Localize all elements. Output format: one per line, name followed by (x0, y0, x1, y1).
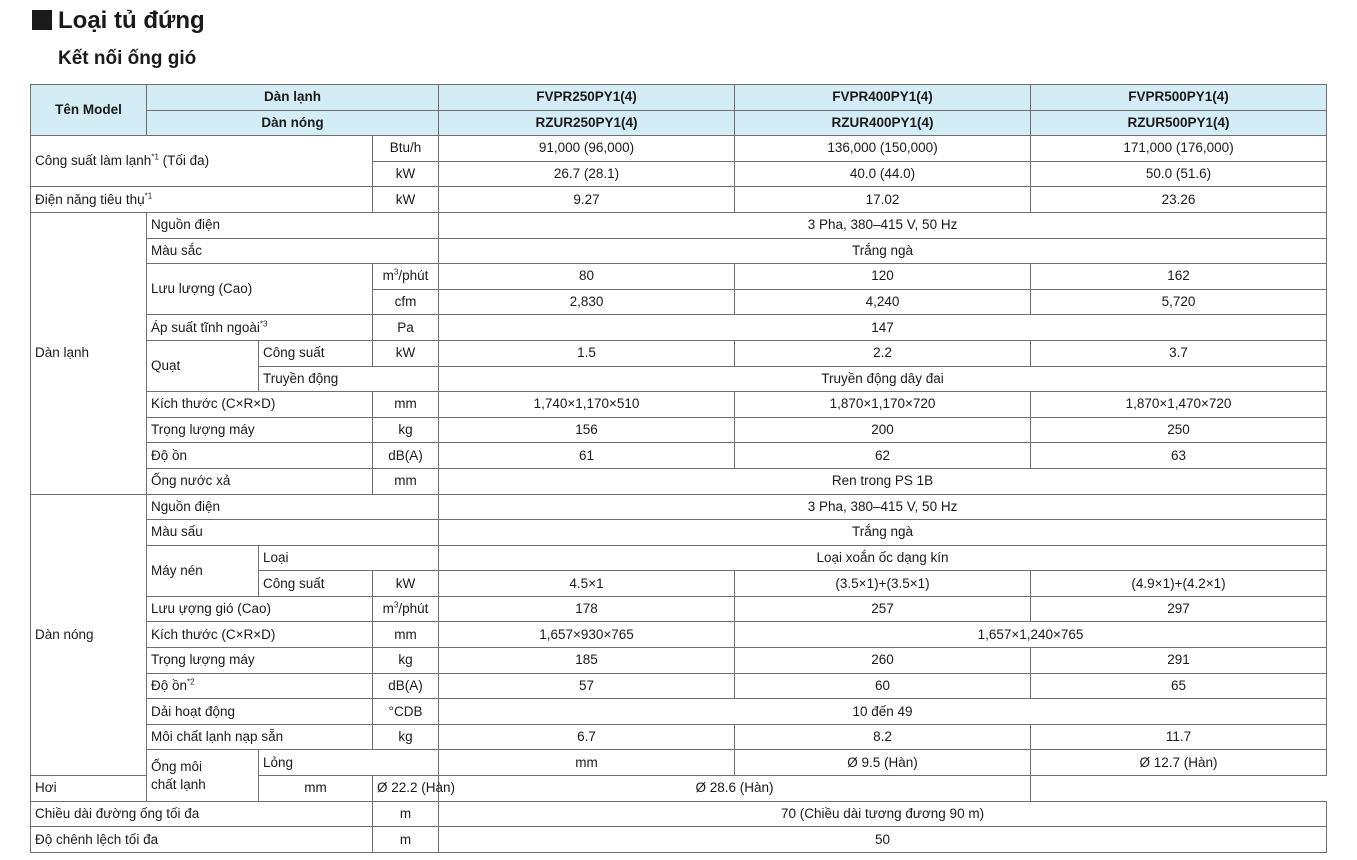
cooling-capacity-text: Công suất làm lạnh (35, 153, 152, 169)
value-cell: 136,000 (150,000) (735, 136, 1031, 162)
unit-cell: kg (373, 724, 439, 750)
value-cell: 65 (1031, 673, 1327, 699)
table-row (31, 596, 1327, 622)
row-label: Màu sấu (147, 520, 439, 546)
unit-cell (373, 596, 439, 622)
unit-cell (373, 264, 439, 290)
power-consumption-text: Điện năng tiêu thụ (35, 191, 145, 207)
table-row (31, 494, 1327, 520)
group-label-line: Ống môi (151, 758, 203, 774)
value-cell: 1,657×930×765 (439, 622, 735, 648)
header-model-name: Tên Model (31, 85, 147, 136)
row-label: Màu sắc (147, 238, 439, 264)
value-cell: Ø 22.2 (Hàn) (373, 776, 439, 802)
unit-sup: 3 (393, 267, 399, 277)
table-row (31, 724, 1327, 750)
value-cell: 171,000 (176,000) (1031, 136, 1327, 162)
header-row-indoor (31, 85, 1327, 111)
table-row (31, 443, 1327, 469)
value-cell: 57 (439, 673, 735, 699)
footnote-mark: *3 (259, 319, 268, 329)
value-cell: 5,720 (1031, 289, 1327, 315)
cooling-capacity-label (31, 136, 373, 187)
row-label: Hơi (31, 776, 259, 802)
value-cell: 260 (735, 648, 1031, 674)
value-cell: 156 (439, 417, 735, 443)
row-label: Nguồn điện (147, 212, 439, 238)
table-row (31, 187, 1327, 213)
unit-cell: m (373, 801, 439, 827)
unit-cell: mm (373, 622, 439, 648)
row-label-text: Áp suất tĩnh ngoài (151, 319, 260, 335)
value-cell: 1,740×1,170×510 (439, 392, 735, 418)
table-row (31, 750, 1327, 776)
value-cell: 40.0 (44.0) (735, 161, 1031, 187)
sub-row-label: Loại (259, 545, 439, 571)
power-consumption-label (31, 187, 373, 213)
header-outdoor-model-3: RZUR500PY1(4) (1031, 110, 1327, 136)
row-label: Trọng lượng máy (147, 417, 373, 443)
value-cell: 9.27 (439, 187, 735, 213)
value-cell: Loại xoắn ốc dạng kín (439, 545, 1327, 571)
value-cell: 17.02 (735, 187, 1031, 213)
row-label: Chiều dài đường ống tối đa (31, 801, 373, 827)
value-cell: 61 (439, 443, 735, 469)
unit-rest: /phút (398, 601, 429, 617)
value-cell: 3 Pha, 380–415 V, 50 Hz (439, 212, 1327, 238)
group-label-line: chất lạnh (151, 776, 206, 792)
value-cell: 91,000 (96,000) (439, 136, 735, 162)
row-label: Kích thước (C×R×D) (147, 392, 373, 418)
footnote-mark: *2 (187, 677, 195, 687)
unit-cell: kW (373, 187, 439, 213)
table-row (31, 520, 1327, 546)
table-row (31, 776, 1327, 802)
value-cell: 11.7 (1031, 724, 1327, 750)
header-outdoor-model-2: RZUR400PY1(4) (735, 110, 1031, 136)
header-indoor-label: Dàn lạnh (147, 85, 439, 111)
footnote-mark: *1 (151, 152, 159, 162)
row-label: Lưu ựợng gió (Cao) (147, 596, 373, 622)
unit-cell: m (373, 827, 439, 853)
table-row (31, 136, 1327, 162)
row-label: Nguồn điện (147, 494, 439, 520)
value-cell: 162 (1031, 264, 1327, 290)
unit-cell: kg (373, 417, 439, 443)
unit-base: m (382, 268, 394, 284)
value-cell: Trắng ngà (439, 520, 1327, 546)
value-cell: (4.9×1)+(4.2×1) (1031, 571, 1327, 597)
sub-row-label: Công suất (259, 571, 373, 597)
value-cell: 50 (439, 827, 1327, 853)
unit-sup: 3 (393, 600, 399, 610)
table-row (31, 392, 1327, 418)
header-indoor-model-3: FVPR500PY1(4) (1031, 85, 1327, 111)
value-cell: 200 (735, 417, 1031, 443)
value-cell: 297 (1031, 596, 1327, 622)
value-cell: 63 (1031, 443, 1327, 469)
table-row (31, 340, 1327, 366)
value-cell: 185 (439, 648, 735, 674)
indoor-group-label: Dàn lạnh (31, 212, 147, 494)
value-cell: 2.2 (735, 340, 1031, 366)
value-cell: 2,830 (439, 289, 735, 315)
header-outdoor-model-1: RZUR250PY1(4) (439, 110, 735, 136)
value-cell: 8.2 (735, 724, 1031, 750)
value-cell: 257 (735, 596, 1031, 622)
value-cell: 1,870×1,470×720 (1031, 392, 1327, 418)
row-label: Lưu lượng (Cao) (147, 264, 373, 315)
table-row (31, 417, 1327, 443)
value-cell: 80 (439, 264, 735, 290)
value-cell: Trắng ngà (439, 238, 1327, 264)
header-indoor-model-2: FVPR400PY1(4) (735, 85, 1031, 111)
square-bullet-icon (32, 10, 52, 30)
value-cell: 1,870×1,170×720 (735, 392, 1031, 418)
unit-cell: mm (259, 776, 373, 802)
unit-cell: kg (373, 648, 439, 674)
unit-cell: mm (373, 468, 439, 494)
value-cell: 1.5 (439, 340, 735, 366)
table-row (31, 699, 1327, 725)
unit-cell: Pa (373, 315, 439, 341)
value-cell: Ø 12.7 (Hàn) (1031, 750, 1327, 776)
table-row (31, 827, 1327, 853)
value-cell: 3 Pha, 380–415 V, 50 Hz (439, 494, 1327, 520)
unit-cell: Btu/h (373, 136, 439, 162)
table-row (31, 673, 1327, 699)
row-label: Ống nước xả (147, 468, 373, 494)
unit-cell: °CDB (373, 699, 439, 725)
header-row-outdoor (31, 110, 1327, 136)
unit-cell: mm (373, 392, 439, 418)
unit-rest: /phút (398, 268, 429, 284)
value-cell: 26.7 (28.1) (439, 161, 735, 187)
row-label (147, 673, 373, 699)
value-cell: 1,657×1,240×765 (735, 622, 1327, 648)
value-cell: Ø 28.6 (Hàn) (439, 776, 1031, 802)
row-label-text: Độ ồn (151, 677, 188, 693)
sub-row-label: Truyền động (259, 366, 439, 392)
unit-base: m (382, 601, 394, 617)
unit-cell: dB(A) (373, 673, 439, 699)
footnote-mark: *1 (144, 191, 153, 201)
table-row (31, 238, 1327, 264)
value-cell: 4,240 (735, 289, 1031, 315)
row-label: Lỏng (259, 750, 439, 776)
page-title-text: Loại tủ đứng (58, 7, 205, 34)
outdoor-group-label: Dàn nóng (31, 494, 147, 776)
row-label: Môi chất lạnh nạp sẵn (147, 724, 373, 750)
row-label: Độ chênh lệch tối đa (31, 827, 373, 853)
header-outdoor-label: Dàn nóng (147, 110, 439, 136)
value-cell: 10 đến 49 (439, 699, 1327, 725)
value-cell: Ø 9.5 (Hàn) (735, 750, 1031, 776)
value-cell: 62 (735, 443, 1031, 469)
table-row (31, 622, 1327, 648)
table-row (31, 648, 1327, 674)
cooling-capacity-suffix: (Tối đa) (158, 153, 210, 169)
value-cell: 70 (Chiều dài tương đương 90 m) (439, 801, 1327, 827)
table-row (31, 545, 1327, 571)
value-cell: 178 (439, 596, 735, 622)
page-subtitle: Kết nối ống gió (58, 48, 197, 69)
value-cell: Truyền động dây đai (439, 366, 1327, 392)
value-cell: 291 (1031, 648, 1327, 674)
spec-table (30, 84, 1327, 853)
row-label: Độ ồn (147, 443, 373, 469)
row-label: Trọng lượng máy (147, 648, 373, 674)
value-cell: (3.5×1)+(3.5×1) (735, 571, 1031, 597)
unit-cell: mm (439, 750, 735, 776)
value-cell: Ren trong PS 1B (439, 468, 1327, 494)
row-label: Dải hoạt động (147, 699, 373, 725)
unit-cell: kW (373, 340, 439, 366)
value-cell: 23.26 (1031, 187, 1327, 213)
sub-row-label: Công suất (259, 340, 373, 366)
value-cell: 60 (735, 673, 1031, 699)
value-cell: 147 (439, 315, 1327, 341)
row-label: Máy nén (147, 545, 259, 596)
value-cell: 4.5×1 (439, 571, 735, 597)
row-label (147, 315, 373, 341)
table-row (31, 212, 1327, 238)
unit-cell: cfm (373, 289, 439, 315)
table-row (31, 468, 1327, 494)
unit-cell: dB(A) (373, 443, 439, 469)
header-indoor-model-1: FVPR250PY1(4) (439, 85, 735, 111)
row-label: Kích thước (C×R×D) (147, 622, 373, 648)
value-cell: 6.7 (439, 724, 735, 750)
table-row (31, 315, 1327, 341)
page-title (32, 6, 205, 36)
value-cell: 3.7 (1031, 340, 1327, 366)
unit-cell: kW (373, 571, 439, 597)
table-row (31, 264, 1327, 290)
table-row (31, 801, 1327, 827)
row-label: Quạt (147, 340, 259, 391)
value-cell: 120 (735, 264, 1031, 290)
value-cell: 50.0 (51.6) (1031, 161, 1327, 187)
unit-cell: kW (373, 161, 439, 187)
value-cell: 250 (1031, 417, 1327, 443)
